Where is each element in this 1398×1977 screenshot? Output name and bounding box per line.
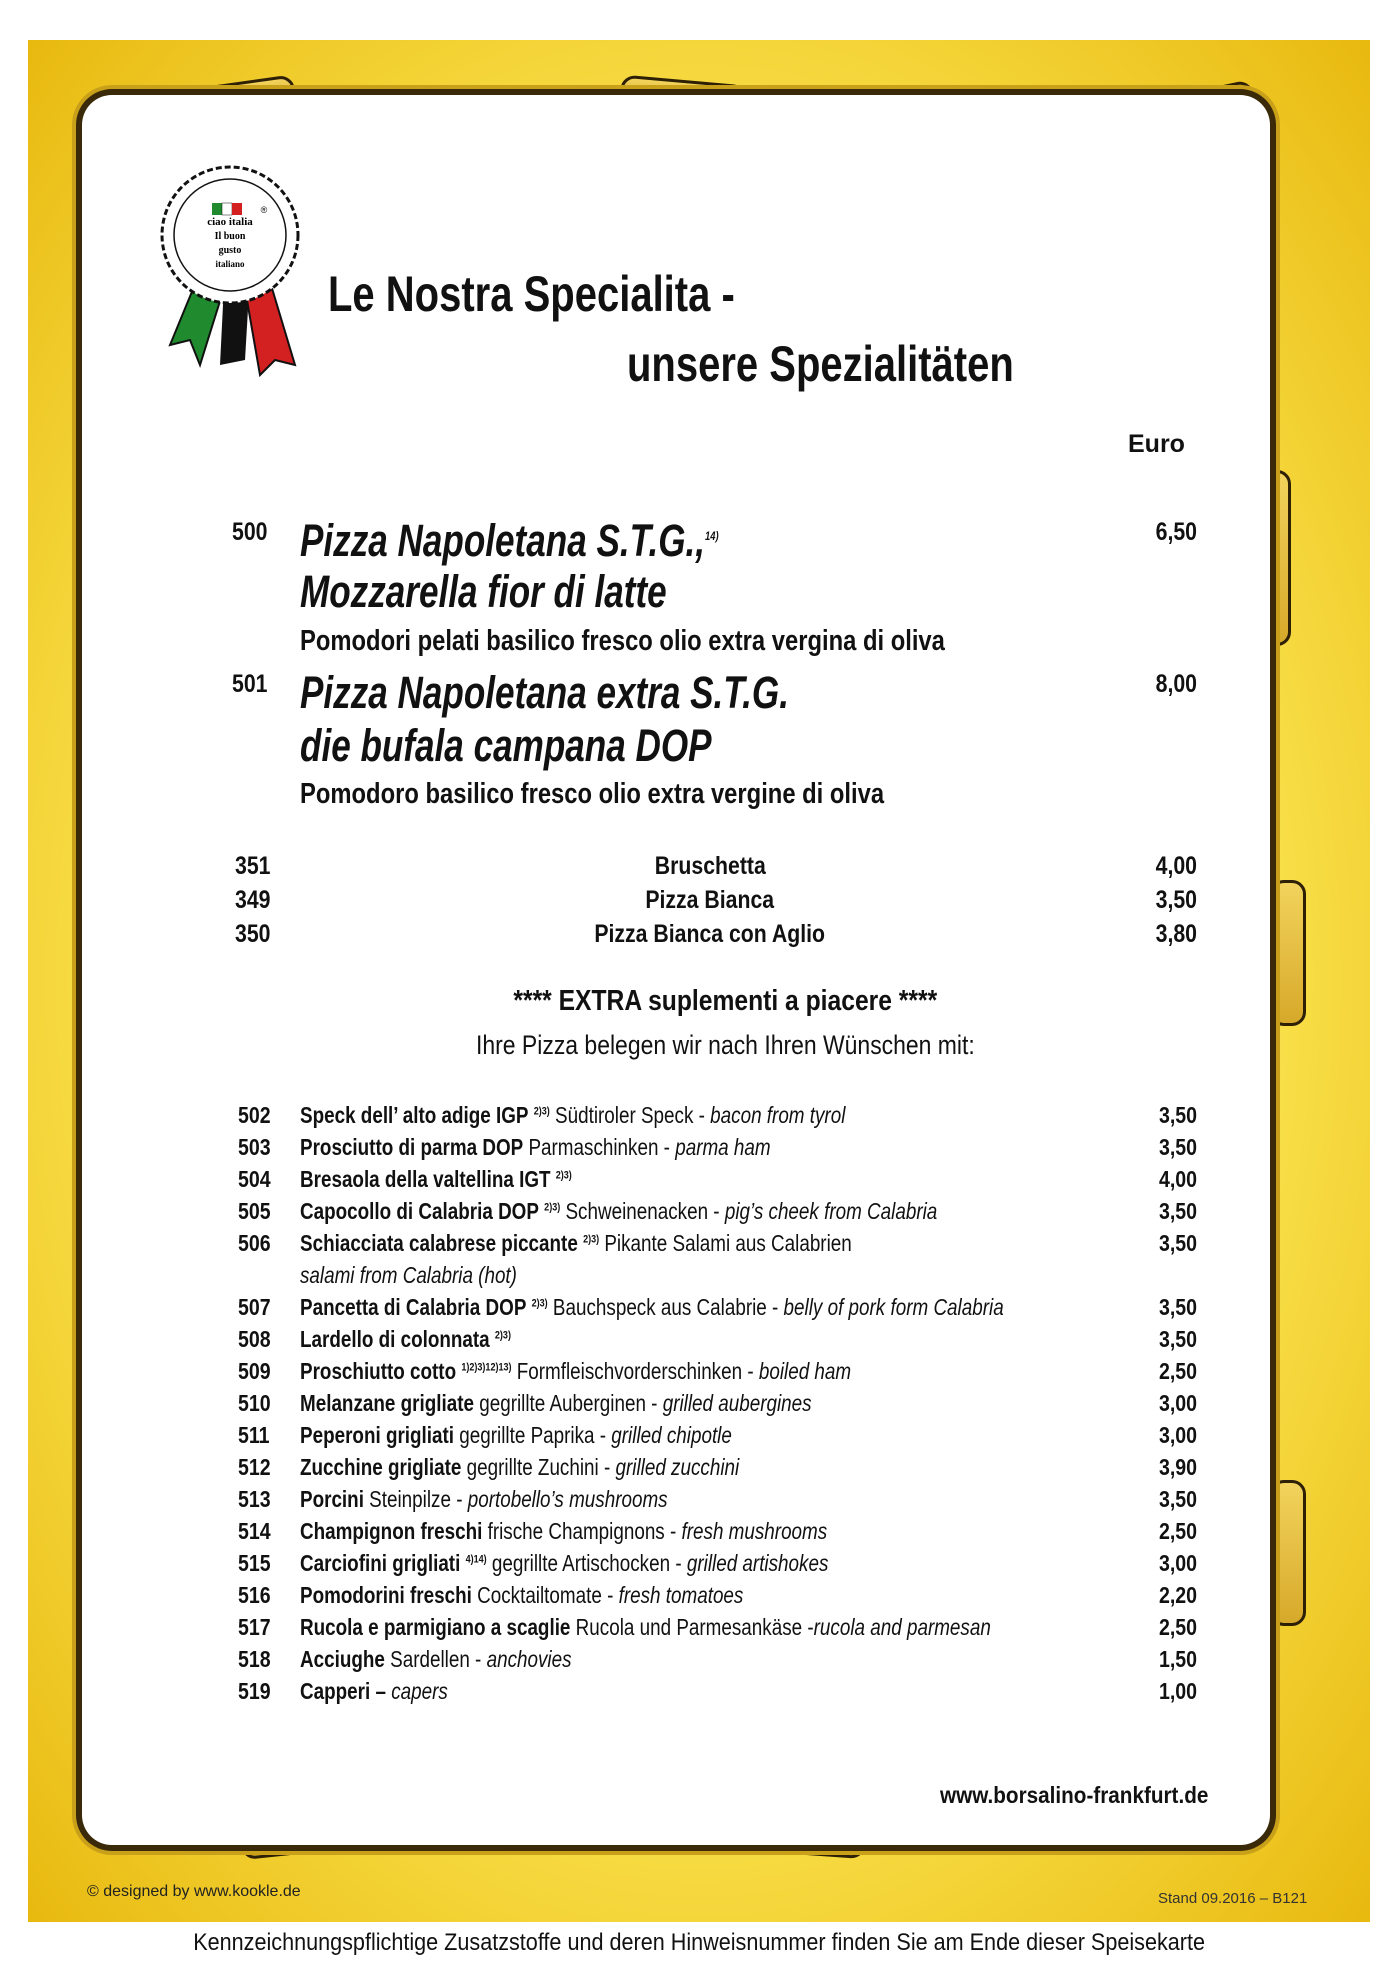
item-name xyxy=(440,852,980,881)
item-name-text: Pizza Bianca con Aglio xyxy=(594,920,826,948)
allergen-ref: 1)2)3)12)13) xyxy=(461,1361,512,1374)
extra-item-german: Pikante Salami aus Calabrien xyxy=(604,1230,852,1256)
extra-item-price: 2,50 xyxy=(1158,1614,1197,1640)
specialty-description: Pomodoro basilico fresco olio extra vergine di oliva xyxy=(300,778,885,810)
extra-item xyxy=(300,1486,668,1513)
extra-item-german: Formfleischvorderschinken - xyxy=(516,1358,759,1384)
extra-item-name: Prosciutto di parma DOP xyxy=(300,1134,524,1160)
scroll-decoration xyxy=(1270,880,1306,1026)
extra-item-name: Peperoni grigliati xyxy=(300,1422,455,1448)
extra-item-price: 2,20 xyxy=(1158,1582,1197,1608)
extra-item-number: 506 xyxy=(238,1230,271,1256)
extra-item-german: Cocktailtomate - xyxy=(477,1582,619,1608)
extra-item-name: Bresaola della valtellina IGT xyxy=(300,1166,551,1192)
extra-item xyxy=(300,1230,852,1257)
extra-item-english: fresh tomatoes xyxy=(618,1582,744,1608)
extra-item-name: Champignon freschi xyxy=(300,1518,483,1544)
extra-item-english: portobello’s mushrooms xyxy=(467,1486,668,1512)
menu-title: Le Nostra Specialita - xyxy=(328,266,735,322)
extra-item-english: anchovies xyxy=(486,1646,572,1672)
designer-credit: © designed by www.kookle.de xyxy=(87,1883,301,1900)
extra-item-number: 512 xyxy=(238,1454,271,1480)
extra-item-english: belly of pork form Calabria xyxy=(783,1294,1004,1320)
extra-item-number: 507 xyxy=(238,1294,271,1320)
extra-item-english: grilled chipotle xyxy=(611,1422,732,1448)
extra-item-name: Pomodorini freschi xyxy=(300,1582,472,1608)
badge-reg-mark: ® xyxy=(260,205,268,215)
badge-text: Il buon xyxy=(214,231,246,242)
item-name-text: Bruschetta xyxy=(654,852,766,880)
badge-text: italiano xyxy=(215,259,245,269)
extra-item-english: pig’s cheek from Calabria xyxy=(724,1198,938,1224)
extra-item xyxy=(300,1358,851,1385)
specialty-name xyxy=(300,515,719,567)
extra-item-english: salami from Calabria (hot) xyxy=(300,1262,517,1288)
extra-item-price: 3,00 xyxy=(1158,1390,1197,1416)
extra-item-german: Parmaschinken - xyxy=(528,1134,676,1160)
extra-item xyxy=(300,1166,572,1193)
specialty-name-line2: Mozzarella fior di latte xyxy=(300,566,667,617)
extra-item-number: 517 xyxy=(238,1614,271,1640)
extra-item-english: bacon from tyrol xyxy=(710,1102,846,1128)
extra-item-number: 514 xyxy=(238,1518,271,1544)
extra-item-german: frische Champignons - xyxy=(487,1518,682,1544)
extra-item-price: 3,50 xyxy=(1158,1486,1197,1512)
extra-item-name: Speck dell’ alto adige IGP xyxy=(300,1102,529,1128)
website-url: www.borsalino-frankfurt.de xyxy=(940,1782,1209,1808)
specialty-name-line2: die bufala campana DOP xyxy=(300,720,712,771)
specialty-number: 501 xyxy=(232,670,268,698)
extra-item-number: 509 xyxy=(238,1358,271,1384)
item-price: 3,80 xyxy=(1155,920,1197,948)
extra-item-number: 508 xyxy=(238,1326,271,1352)
ciao-italia-badge-icon xyxy=(150,165,310,425)
allergen-ref: 2)3) xyxy=(544,1201,561,1214)
badge-text: gusto xyxy=(218,245,242,256)
item-number: 351 xyxy=(235,852,271,880)
allergen-ref: 2)3) xyxy=(531,1297,548,1310)
specialty-name-text: Pizza Napoletana S.T.G., xyxy=(300,515,706,566)
extra-item-price: 3,90 xyxy=(1158,1454,1197,1480)
extra-item-english: grilled aubergines xyxy=(662,1390,812,1416)
version-stamp: Stand 09.2016 – B121 xyxy=(1158,1890,1308,1907)
extra-item xyxy=(300,1134,771,1161)
extra-item xyxy=(300,1518,827,1545)
extra-item-name: Acciughe xyxy=(300,1646,385,1672)
item-number: 350 xyxy=(235,920,271,948)
extras-subtitle-text: Ihre Pizza belegen wir nach Ihren Wünschen mit: xyxy=(475,1030,975,1060)
extra-item-german: Sardellen - xyxy=(390,1646,487,1672)
extra-item xyxy=(300,1102,845,1129)
item-number: 349 xyxy=(235,886,271,914)
extra-item-english: fresh mushrooms xyxy=(681,1518,828,1544)
item-price: 3,50 xyxy=(1155,886,1197,914)
extra-item-german: Steinpilze - xyxy=(369,1486,468,1512)
extras-title xyxy=(350,985,1100,1018)
extra-item-english: rucola and parmesan xyxy=(813,1614,991,1640)
extra-item xyxy=(300,1294,1004,1321)
extra-item xyxy=(300,1550,828,1577)
extra-item-name: Schiacciata calabrese piccante xyxy=(300,1230,578,1256)
additives-note xyxy=(0,1929,1398,1957)
extra-item-price: 1,50 xyxy=(1158,1646,1197,1672)
extra-item xyxy=(300,1614,991,1641)
extra-item xyxy=(300,1326,511,1353)
extra-item xyxy=(300,1422,732,1449)
extras-subtitle xyxy=(350,1030,1100,1061)
extra-item-number: 510 xyxy=(238,1390,271,1416)
extra-item xyxy=(300,1646,572,1673)
extra-item-price: 3,50 xyxy=(1158,1326,1197,1352)
extra-item-number: 511 xyxy=(238,1422,270,1448)
extra-item-german: gegrillte Paprika - xyxy=(459,1422,612,1448)
extras-title-text: **** EXTRA suplementi a piacere **** xyxy=(513,985,937,1017)
extra-item xyxy=(300,1582,743,1609)
extra-item-name: Lardello di colonnata xyxy=(300,1326,490,1352)
extra-item-price: 1,00 xyxy=(1158,1678,1197,1704)
allergen-ref: 4)14) xyxy=(465,1553,487,1566)
extra-item-name: Pancetta di Calabria DOP xyxy=(300,1294,527,1320)
extra-item-name: Carciofini grigliati xyxy=(300,1550,461,1576)
extra-item-name: Zucchine grigliate xyxy=(300,1454,462,1480)
scroll-decoration xyxy=(1270,1480,1306,1626)
extra-item-german: gegrillte Artischocken - xyxy=(491,1550,687,1576)
extra-item-english: grilled artishokes xyxy=(686,1550,829,1576)
extra-item-english: grilled zucchini xyxy=(615,1454,740,1480)
extra-item-price: 3,50 xyxy=(1158,1134,1197,1160)
additives-note-text: Kennzeichnungspflichtige Zusatzstoffe und deren Hinweisnummer finden Sie am Ende dieser Speisekarte xyxy=(193,1929,1205,1956)
extra-item-name: Porcini xyxy=(300,1486,364,1512)
extra-item-german: Bauchspeck aus Calabrie - xyxy=(552,1294,784,1320)
allergen-ref: 14) xyxy=(705,529,719,543)
extra-item-german: gegrillte Auberginen - xyxy=(479,1390,663,1416)
item-price: 4,00 xyxy=(1155,852,1197,880)
extra-item-name: Capperi – xyxy=(300,1678,386,1704)
extra-item-name: Melanzane grigliate xyxy=(300,1390,474,1416)
allergen-ref: 2)3) xyxy=(555,1169,572,1182)
extra-item-english-line xyxy=(300,1262,517,1289)
specialty-number: 500 xyxy=(232,518,268,546)
specialty-name: Pizza Napoletana extra S.T.G. xyxy=(300,667,789,718)
extra-item-german: gegrillte Zuchini - xyxy=(466,1454,616,1480)
extra-item-price: 2,50 xyxy=(1158,1358,1197,1384)
extra-item-number: 504 xyxy=(238,1166,271,1192)
extra-item-number: 513 xyxy=(238,1486,271,1512)
currency-header: Euro xyxy=(1128,430,1185,458)
extra-item-number: 515 xyxy=(238,1550,271,1576)
item-name-text: Pizza Bianca xyxy=(645,886,775,914)
extra-item-english: boiled ham xyxy=(758,1358,852,1384)
allergen-ref: 2)3) xyxy=(494,1329,511,1342)
specialty-price: 6,50 xyxy=(1155,518,1197,546)
specialty-price: 8,00 xyxy=(1155,670,1197,698)
extra-item-english: capers xyxy=(391,1678,448,1704)
extra-item-price: 3,50 xyxy=(1158,1294,1197,1320)
extra-item-name: Proschiutto cotto xyxy=(300,1358,457,1384)
extra-item-english: parma ham xyxy=(675,1134,771,1160)
extra-item xyxy=(300,1454,739,1481)
extra-item xyxy=(300,1390,812,1417)
badge-text: ciao italia xyxy=(207,216,253,228)
extra-item-number: 516 xyxy=(238,1582,271,1608)
extra-item-number: 519 xyxy=(238,1678,271,1704)
allergen-ref: 2)3) xyxy=(533,1105,550,1118)
extra-item-number: 518 xyxy=(238,1646,271,1672)
extra-item-german: Südtiroler Speck - xyxy=(555,1102,711,1128)
specialty-description: Pomodori pelati basilico fresco olio extra vergina di oliva xyxy=(300,625,945,657)
extra-item-price: 3,00 xyxy=(1158,1422,1197,1448)
extra-item-number: 502 xyxy=(238,1102,271,1128)
extra-item-name: Capocollo di Calabria DOP xyxy=(300,1198,539,1224)
extra-item-name: Rucola e parmigiano a scaglie xyxy=(300,1614,571,1640)
extra-item xyxy=(300,1678,448,1705)
extra-item-german: Rucola und Parmesankäse - xyxy=(575,1614,814,1640)
extra-item-price: 2,50 xyxy=(1158,1518,1197,1544)
extra-item-number: 503 xyxy=(238,1134,271,1160)
extra-item-german: Schweinenacken - xyxy=(565,1198,725,1224)
extra-item-price: 4,00 xyxy=(1158,1166,1197,1192)
extra-item-number: 505 xyxy=(238,1198,271,1224)
item-name xyxy=(440,920,980,949)
allergen-ref: 2)3) xyxy=(583,1233,600,1246)
menu-subtitle: unsere Spezialitäten xyxy=(627,336,1014,392)
extra-item-price: 3,50 xyxy=(1158,1102,1197,1128)
extra-item-price: 3,00 xyxy=(1158,1550,1197,1576)
extra-item-price: 3,50 xyxy=(1158,1198,1197,1224)
item-name xyxy=(440,886,980,915)
extra-item xyxy=(300,1198,937,1225)
extra-item-price: 3,50 xyxy=(1158,1230,1197,1256)
